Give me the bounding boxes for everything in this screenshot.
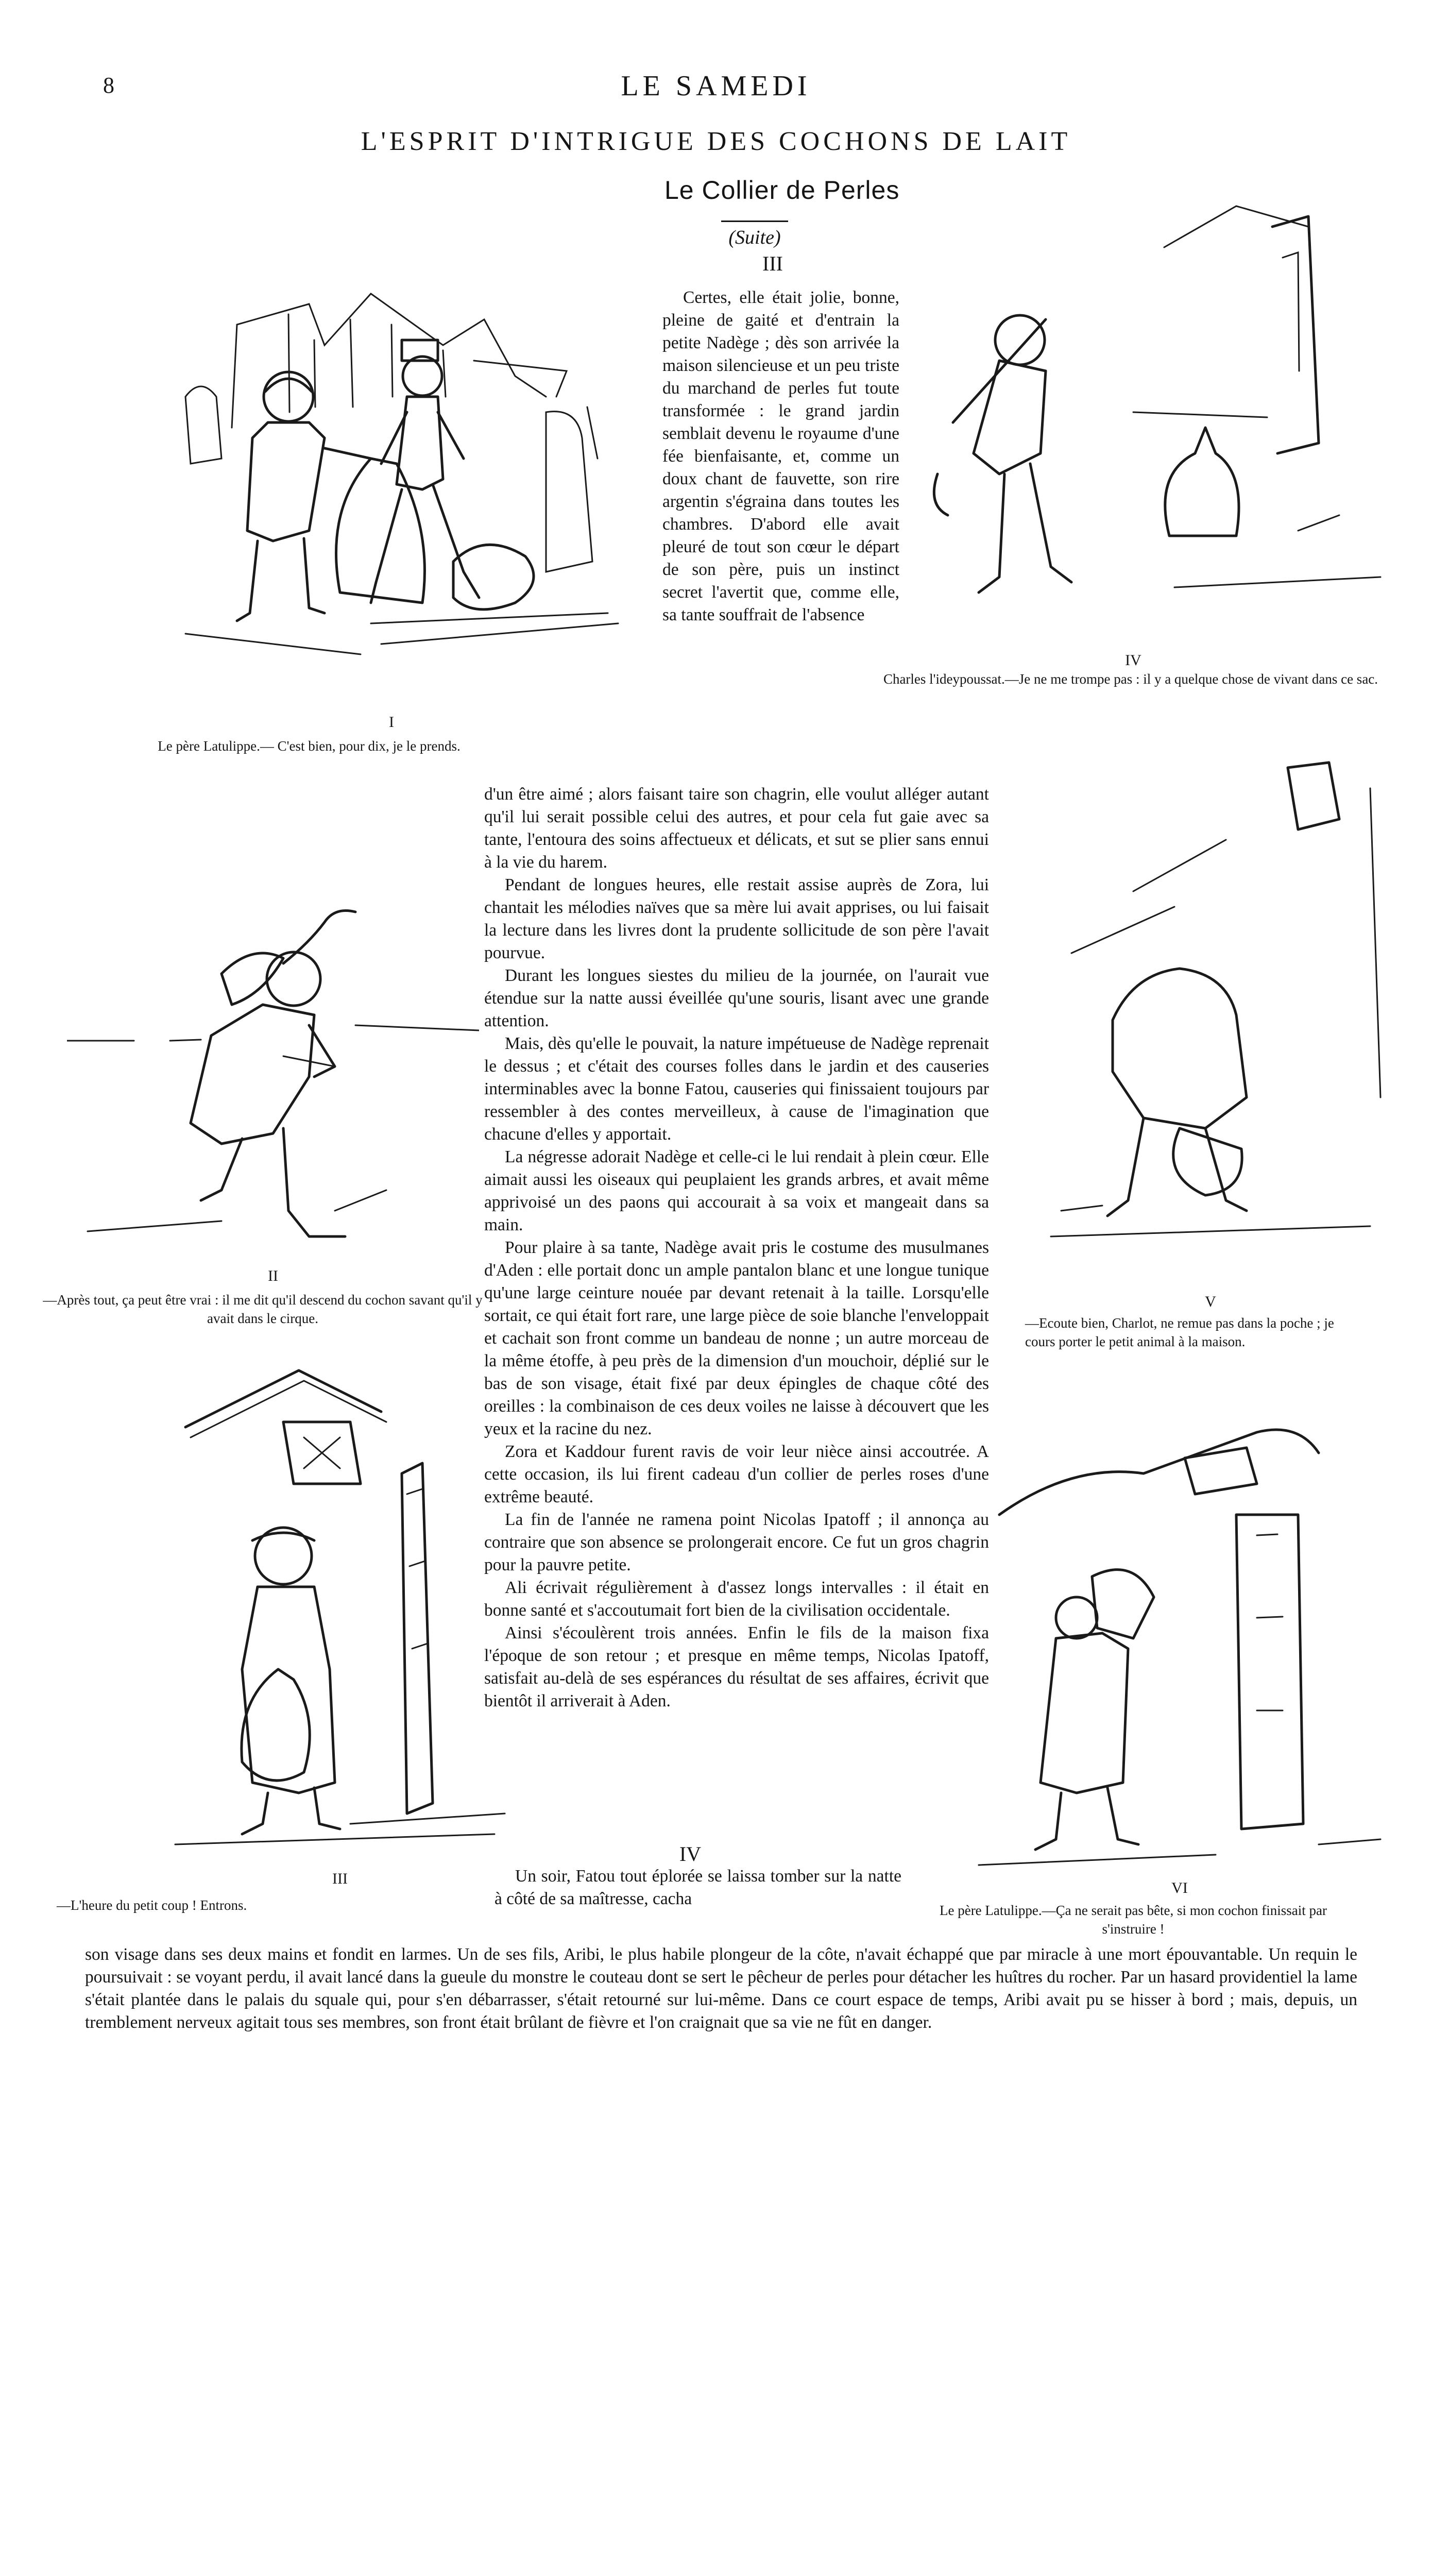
figure-4 xyxy=(876,185,1391,669)
figure-2 xyxy=(67,902,479,1284)
masthead: LE SAMEDI xyxy=(621,70,811,102)
sketch-illustration-doorway xyxy=(968,1401,1391,1875)
figure-6-number: VI xyxy=(1171,1879,1188,1896)
paragraph: Durant les longues siestes du milieu de la journée, on l'aurait vue étendue sur la natte aussi éveillée qu'une souris, lisant avec une grande attention. xyxy=(484,966,989,1030)
figure-1-number: I xyxy=(389,714,394,731)
figure-6-caption: Le père Latulippe.—Ça ne serait pas bête, si mon cochon finissait par s'instruire ! xyxy=(939,1903,1327,1937)
story-title: Le Collier de Perles xyxy=(664,176,900,205)
text-column-b xyxy=(484,783,989,1713)
section-title: L'ESPRIT D'INTRIGUE DES COCHONS DE LAIT xyxy=(361,127,1071,156)
text-column-c xyxy=(495,1865,901,1910)
chapter-heading-3: III xyxy=(762,252,783,275)
sketch-illustration-market xyxy=(155,242,628,706)
sketch-illustration-walker xyxy=(67,902,479,1262)
paragraph: Ali écrivait régulièrement à d'assez longs intervalles : il était en bonne santé et s'accoutumait fort bien de la civilisation occidentale. xyxy=(484,1578,989,1620)
paragraph: d'un être aimé ; alors faisant taire son chagrin, elle voulut alléger autant qu'il lui serait possible celui des autres, et pour cela fut gaie avec sa tante, l'entoura des soins affectueux et délicats, et sut se plier sans ennui à la vie du harem. xyxy=(484,785,989,872)
sketch-illustration-sack xyxy=(1010,737,1411,1252)
paragraph: Zora et Kaddour furent ravis de voir leur nièce ainsi accoutrée. A cette occasion, ils lui firent cadeau d'un collier de perles roses d'une extrême beauté. xyxy=(484,1442,989,1506)
paragraph: Un soir, Fatou tout éplorée se laissa tomber sur la natte à côté de sa maîtresse, cacha xyxy=(495,1867,901,1908)
sketch-illustration-thief xyxy=(876,185,1391,649)
paragraph: Ainsi s'écoulèrent trois années. Enfin le fils de la maison fixa l'époque de son retour ; et presque en même temps, Nicolas Ipatoff, satisfait au-delà de ses espérances du résultat de ses affaires, écrivit que bientôt il arriverait à Aden. xyxy=(484,1623,989,1710)
figure-5 xyxy=(1010,737,1411,1310)
text-bottom-band xyxy=(85,1943,1357,2034)
text-column-a xyxy=(662,286,899,626)
figure-4-caption: Charles l'ideypoussat.—Je ne me trompe pas : il y a quelque chose de vivant dans ce sac. xyxy=(883,671,1378,687)
figure-2-number: II xyxy=(268,1267,278,1284)
sketch-illustration-tavern xyxy=(165,1360,515,1865)
figure-3-number: III xyxy=(332,1870,348,1887)
paragraph: Mais, dès qu'elle le pouvait, la nature impétueuse de Nadège reprenait le dessus ; et c'était des courses folles dans le jardin et des causeries interminables avec la bonne Fatou, causeries qui finissaient toujours par ressembler à des contes merveilleux, à cause de l'imagination que chacune d'elles y apportait. xyxy=(484,1034,989,1144)
paragraph: Certes, elle était jolie, bonne, pleine de gaité et d'entrain la petite Nadège ; dès son arrivée la maison silencieuse et un peu triste du marchand de perles fut toute transformée : le grand jardin semblait devenu le royaume d'une fée bienfaisante, et, comme un doux chant de fauvette, son rire argentin s'égraina dans toutes les chambres. D'abord elle avait pleuré de tout son cœur le départ de son père, puis un instinct secret l'avertit que, comme elle, sa tante souffrait de l'absence xyxy=(662,288,899,624)
page-number: 8 xyxy=(103,73,114,98)
figure-5-caption: —Ecoute bien, Charlot, ne remue pas dans la poche ; je cours porter le petit animal à la maison. xyxy=(1025,1315,1334,1349)
paragraph: Pendant de longues heures, elle restait assise auprès de Zora, lui chantait les mélodies naïves que sa mère lui avait apprises, ou lui faisait la lecture dans les livres dont la prudente sollicitude de son père l'avait pourvue. xyxy=(484,875,989,962)
figure-1-caption: Le père Latulippe.— C'est bien, pour dix, je le prends. xyxy=(158,738,461,754)
paragraph: La fin de l'année ne ramena point Nicolas Ipatoff ; il annonça au contraire que son absence se prolongerait encore. Ce fut un gros chagrin pour la pauvre petite. xyxy=(484,1510,989,1574)
figure-3 xyxy=(165,1360,515,1887)
paragraph: Pour plaire à sa tante, Nadège avait pris le costume des musulmanes d'Aden : elle portait donc un ample pantalon blanc et une longue tunique qu'une large ceinture nouée par devant retenait à la taille. Lorsqu'elle sortait, ce qui était fort rare, une large pièce de soie blanche l'enveloppait et cachait son front comme un bandeau de nonne ; un autre morceau de la même étoffe, à peu près de la dimension d'un mouchoir, déplié sur le bas de son visage, était fixé par deux épingles de chaque côté des oreilles : la combinaison de ces deux voiles ne laisse à découvert que les yeux et la racine du nez. xyxy=(484,1238,989,1438)
figure-4-number: IV xyxy=(1125,652,1141,669)
figure-2-caption: —Après tout, ça peut être vrai : il me dit qu'il descend du cochon savant qu'il y avait dans le cirque. xyxy=(43,1292,483,1326)
chapter-heading-4: IV xyxy=(679,1842,702,1866)
paragraph: La négresse adorait Nadège et celle-ci le lui rendait à plein cœur. Elle aimait aussi les oiseaux qui peuplaient les grands arbres, et avait même apprivoisé un des paons qui accourait à sa voix et mangeait dans sa main. xyxy=(484,1147,989,1234)
figure-5-number: V xyxy=(1205,1293,1216,1310)
figure-1 xyxy=(155,242,628,731)
paragraph: son visage dans ses deux mains et fondit en larmes. Un de ses fils, Aribi, le plus habile plongeur de la côte, n'avait échappé que par miracle à une mort épouvantable. Un requin le poursuivait : se voyant perdu, il avait lancé dans la gueule du monstre le couteau dont se sert le pêcheur de perles pour détacher les huîtres du rocher. Par un hasard providentiel la lame s'était plantée dans le palais du squale qui, pour s'en débarrasser, s'était retourné sur lui-même. Dans ce court espace de temps, Aribi avait pu se hisser à bord ; mais, depuis, un tremblement nerveux agitait tous ses membres, son front était brûlant de fièvre et l'on craignait que sa vie ne fût en danger. xyxy=(85,1945,1357,2032)
figure-6 xyxy=(968,1401,1391,1896)
story-subtitle: (Suite) xyxy=(721,221,788,249)
figure-3-caption: —L'heure du petit coup ! Entrons. xyxy=(57,1897,247,1913)
